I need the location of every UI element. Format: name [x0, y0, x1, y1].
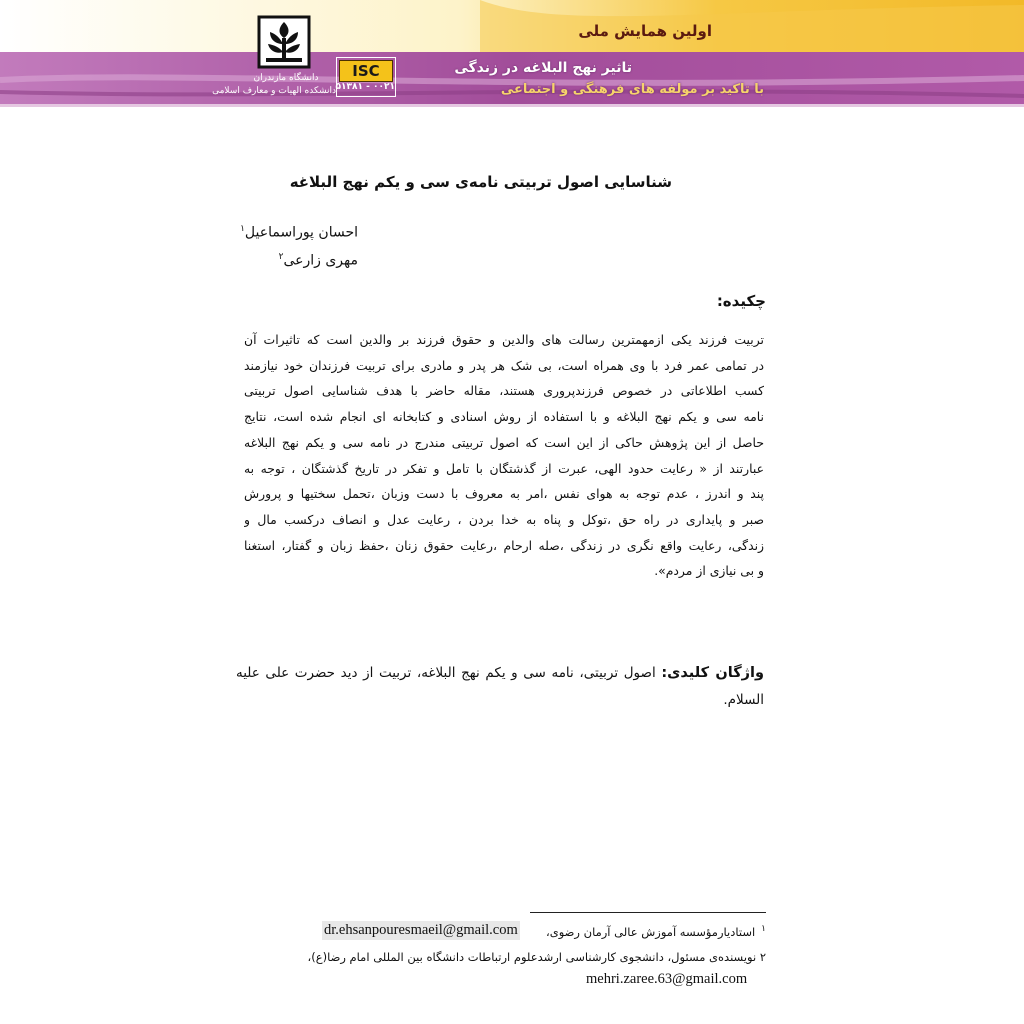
keywords: [236, 660, 764, 714]
author-2: [279, 252, 358, 269]
university-name-logo-text: [212, 72, 336, 98]
footnote-1-text: استادیارمؤسسه آموزش عالی آرمان رضوی،: [546, 924, 756, 939]
isc-label: ISC: [339, 60, 393, 82]
footnote-divider: [530, 912, 766, 913]
author-1-footnote-mark: ۱: [240, 224, 245, 234]
abstract-line: پند و اندرز ، عدم توجه به هوای نفس ،امر به معروف با دست وزبان ،تحمل سختیها و پرورش: [244, 486, 764, 502]
footnote-1-number: ۱: [761, 924, 766, 934]
abstract-line: در تمامی عمر فرد با وی همراه است، بی شک هر پدر و مادری برای تربیت فرزندان خود نیازمند: [244, 357, 764, 373]
keywords-label: واژگان کلیدی:: [661, 665, 765, 681]
abstract-line: تربیت فرزند یکی ازمهمترین رسالت های والدین و حقوق فرزند بر والدین است که تاثیرات آن: [244, 332, 764, 347]
footnote-2: [308, 950, 766, 964]
abstract-body: [244, 327, 764, 584]
conference-banner: [0, 0, 1024, 120]
footnote-2-email[interactable]: mehri.zaree.63@gmail.com: [586, 971, 748, 987]
conference-title: اولین همایش ملی: [578, 22, 712, 40]
isc-badge: [336, 57, 396, 97]
footnote-1: [546, 924, 766, 939]
paper-title: شناسایی اصول تربیتی نامه‌ی سی و یکم نهج البلاغه: [289, 173, 672, 191]
abstract-line: حاصل از این پژوهش حاکی از این است که اصول تربیتی مندرج در نامه سی و یکم نهج البلاغه: [244, 434, 764, 450]
footnote-1-email[interactable]: dr.ehsanpouresmaeil@gmail.com: [324, 922, 518, 938]
author-1-name: احسان پوراسماعیل: [244, 224, 358, 241]
keywords-text: اصول تربیتی، نامه سی و یکم نهج البلاغه، تربیت از دید حضرت علی علیه السلام.: [236, 665, 764, 708]
abstract-line: کسب اطلاعاتی در خصوص فرزندپروری هستند، مقاله حاضر با هدف شناسایی اصول تربیتی: [244, 383, 764, 399]
faculty-name: دانشکده الهیات و معارف اسلامی: [212, 86, 336, 96]
abstract-line: نامه سی و یکم نهج البلاغه و با استفاده از روش اسنادی و کتابخانه ای انجام شده است، نتایج: [244, 409, 764, 425]
abstract-line: عبارتند از « رعایت حدود الهی، عبرت از گذشتگان با تامل و تفکر در تاریخ گذشتگان ، توجه به: [244, 460, 764, 476]
footnote-2-text: ۲ نویسنده‌ی مسئول، دانشجوی کارشناسی ارشدعلوم ارتباطات دانشگاه بین المللی امام رضا(ع)،: [307, 950, 766, 964]
author-1: [240, 224, 358, 241]
conference-subtitle-secondary: با تاکید بر مولفه های فرهنگی و اجتماعی: [500, 82, 764, 97]
conference-subtitle: تاثیر نهج البلاغه در زندگی: [454, 60, 632, 76]
abstract-line: زندگی، رعایت واقع نگری در زندگی ،صله ارحام ،رعایت حقوق زنان ،حفظ زبان و گفتار، استغنا: [244, 537, 764, 553]
abstract-line: صبر و پایداری در راه حق ،توکل و پناه به خدا بردن ، رعایت عدل و انصاف درکسب مال و: [244, 511, 764, 527]
university-name: دانشگاه مازندران: [253, 73, 319, 83]
abstract-line: و بی نیازی از مردم».: [654, 563, 764, 579]
university-logo: [256, 14, 312, 70]
isc-code: ۰۰۲۱ - ۵۱۳۸۱: [335, 82, 395, 92]
author-2-footnote-mark: ۲: [278, 252, 284, 262]
abstract-heading: چکیده:: [716, 292, 766, 310]
author-2-name: مهری زارعی: [283, 252, 358, 269]
